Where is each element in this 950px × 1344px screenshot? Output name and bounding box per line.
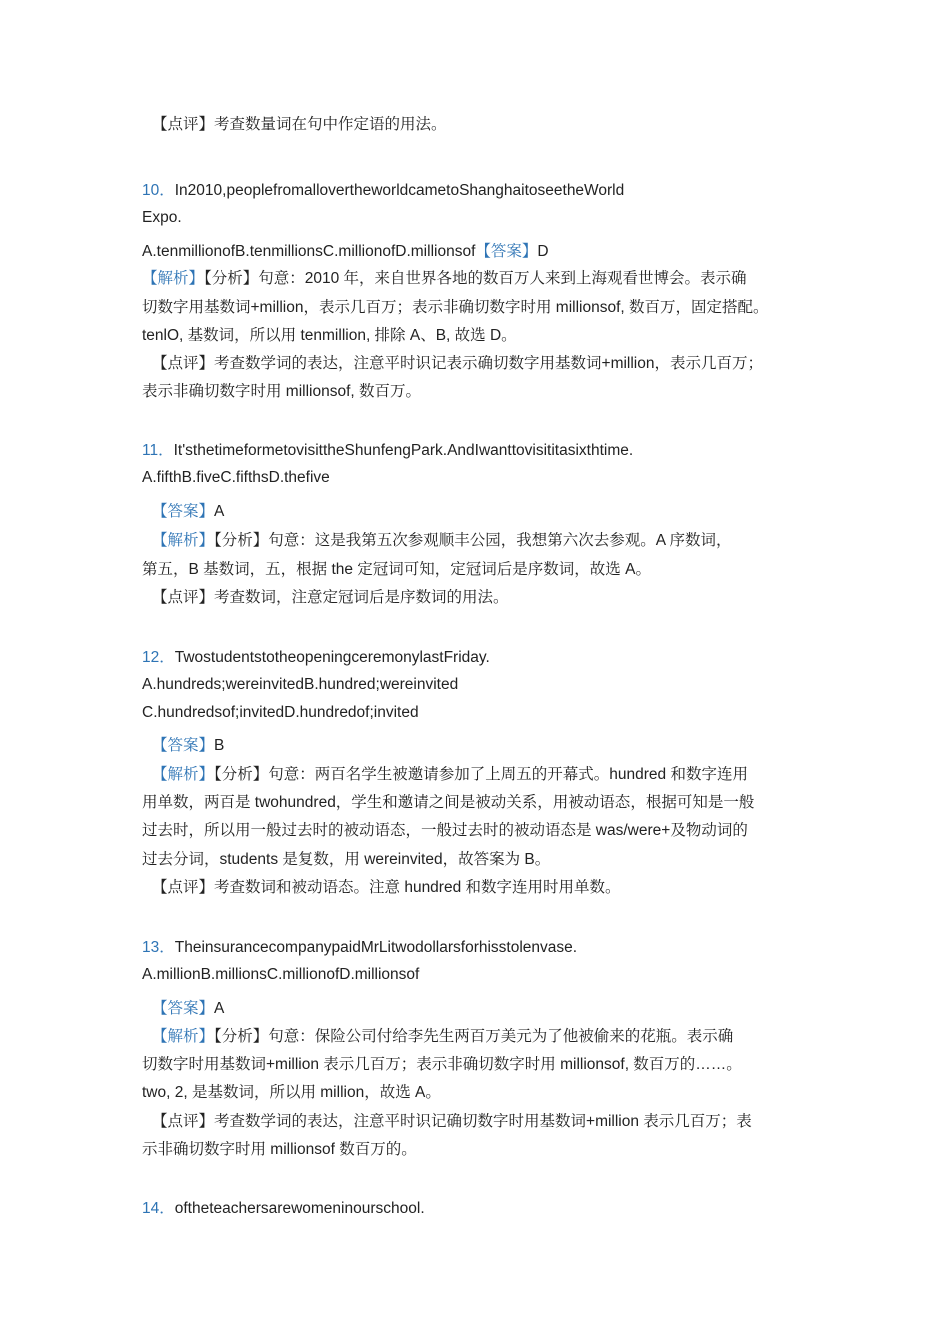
question-12-options: C.hundredsof;invitedD.hundredof;invited: [142, 704, 419, 721]
analysis-line: 过去时，所以用一般过去时的被动语态，一般过去时的被动语态是 was/were+及物动词的: [142, 822, 748, 839]
question-13: 13．TheinsurancecompanypaidMrLitwodollarsforhisstolenvase.: [142, 939, 578, 956]
analysis-label: 【解析】: [152, 1028, 215, 1045]
question-10-options: A.tenmillionofB.tenmillionsC.millionofD.millionsof【答案】D: [142, 243, 549, 260]
analysis-line: 第五，B 基数词，五，根据 the 定冠词可知，定冠词后是序数词，故选 A。: [142, 561, 651, 578]
answer-label: 【答案】: [152, 737, 215, 754]
analysis-line: 用单数，两百是 twohundred，学生和邀请之间是被动关系，用被动语态，根据可知是一般: [142, 794, 755, 811]
comment-line: 【点评】考查数词，注意定冠词后是序数词的用法。: [152, 589, 509, 606]
comment-label: 【点评】: [152, 1113, 215, 1130]
comment-label: 【点评】: [152, 116, 215, 133]
question-13-options: A.millionB.millionsC.millionofD.millionsof: [142, 966, 420, 983]
answer-line: [152, 735, 224, 757]
question-14: 14．oftheteachersarewomeninourschool.: [142, 1200, 425, 1217]
analysis-label: 【解析】: [152, 766, 215, 783]
comment-line: 【点评】考查数学词的表达，注意平时识记确切数字时用基数词+million 表示几百万；表: [152, 1113, 752, 1130]
question-number: 12．: [142, 649, 175, 666]
answer-label: 【答案】: [152, 1000, 215, 1017]
comment-label: 【点评】: [152, 355, 215, 372]
question-12: 12．TwostudentstotheopeningceremonylastFriday.: [142, 649, 490, 666]
analysis-line: 【解析】【分析】句意：2010 年，来自世界各地的数百万人来到上海观看世博会。表示确: [142, 270, 747, 287]
answer-label: 【答案】: [152, 503, 215, 520]
comment-line: 【点评】考查数学词的表达，注意平时识记表示确切数字用基数词+million，表示几百万；: [152, 355, 763, 372]
question-10: 10．In2010,peoplefromallovertheworldcametoShanghaitoseetheWorld: [142, 182, 625, 199]
answer-label: 【答案】: [475, 243, 538, 260]
analysis-line: 切数字时用基数词+million 表示几百万；表示非确切数字时用 millionsof, 数百万的……。: [142, 1056, 742, 1073]
answer-line: [152, 501, 224, 523]
question-number: 13．: [142, 939, 175, 956]
analysis-line: 【解析】【分析】句意：保险公司付给李先生两百万美元为了他被偷来的花瓶。表示确: [152, 1028, 734, 1045]
comment-line: 示非确切数字时用 millionsof 数百万的。: [142, 1141, 417, 1158]
analysis-line: 切数字用基数词+million，表示几百万；表示非确切数字时用 millionsof, 数百万，固定搭配。: [142, 299, 769, 316]
analysis-line: 过去分词，students 是复数，用 wereinvited，故答案为 B。: [142, 851, 551, 868]
answer-line: [152, 998, 224, 1020]
analysis-label: 【解析】: [152, 532, 215, 549]
analysis-line: 【解析】【分析】句意：两百名学生被邀请参加了上周五的开幕式。hundred 和数字连用: [152, 766, 748, 783]
answer-value: D: [537, 243, 549, 260]
question-number: 11．: [142, 442, 174, 459]
question-number: 14．: [142, 1200, 175, 1217]
comment-line: 【点评】考查数量词在句中作定语的用法。: [152, 116, 447, 133]
answer-value: A: [214, 1000, 225, 1017]
analysis-line: 【解析】【分析】句意：这是我第五次参观顺丰公园，我想第六次去参观。A 序数词，: [152, 532, 732, 549]
comment-line: 【点评】考查数词和被动语态。注意 hundred 和数字连用时用单数。: [152, 879, 621, 896]
question-11: 11．It'sthetimeformetovisittheShunfengPark.AndIwanttovisititasixthtime.: [142, 442, 634, 459]
analysis-line: tenlO, 基数词，所以用 tenmillion, 排除 A、B, 故选 D。: [142, 327, 517, 344]
comment-label: 【点评】: [152, 589, 215, 606]
answer-value: A: [214, 503, 225, 520]
comment-label: 【点评】: [152, 879, 215, 896]
question-10-continued: Expo.: [142, 209, 182, 226]
question-11-options: A.fifthB.fiveC.fifthsD.thefive: [142, 469, 330, 486]
question-12-options: A.hundreds;wereinvitedB.hundred;wereinvited: [142, 676, 459, 693]
comment-line: 表示非确切数字时用 millionsof, 数百万。: [142, 383, 422, 400]
question-number: 10．: [142, 182, 175, 199]
answer-value: B: [214, 737, 225, 754]
analysis-line: two, 2, 是基数词，所以用 million，故选 A。: [142, 1084, 441, 1101]
analysis-label: 【解析】: [142, 270, 205, 287]
